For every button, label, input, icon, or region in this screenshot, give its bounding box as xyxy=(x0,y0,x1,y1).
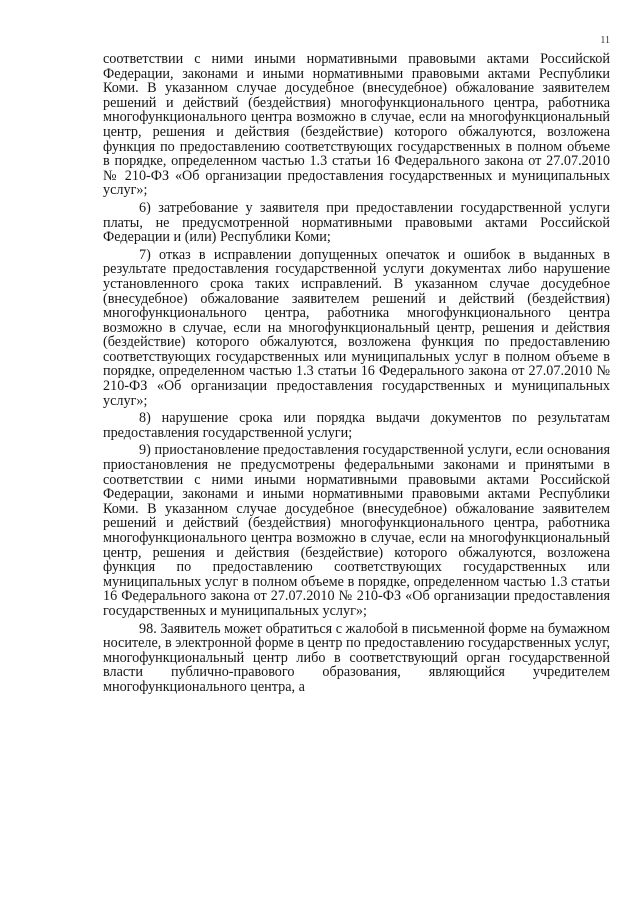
paragraph-98: 98. Заявитель может обратиться с жалобой в письменной форме на бумажном носителе, в электронной форме в центр по предоставлению государственных услуг, многофункциональный центр либо в соответствующий орган государственной власти публично-правового образования, являющийся учредителем многофункционального центра, а xyxy=(103,620,610,695)
document-body xyxy=(103,52,610,695)
paragraph-item-7: 7) отказ в исправлении допущенных опечаток и ошибок в выданных в результате предоставления государственной услуги документах либо нарушение установленного срока таких исправлений. В указанном случае досудебное (внесудебное) обжалование заявителем решений и действий (бездействия) многофункционального центра, работника многофункционального центра возможно в случае, если на многофункциональный центр, решения и действия (бездействие) которого обжалуются, возложена функция по предоставлению соответствующих государственных или муниципальных услуг в полном объеме в порядке, определенном частью 1.3 статьи 16 Федерального закона от 27.07.2010 № 210-ФЗ «Об организации предоставления государственных и муниципальных услуг»; xyxy=(103,246,610,409)
paragraph-continuation: соответствии с ними иными нормативными правовыми актами Российской Федерации, законами и иными нормативными правовыми актами Республики Коми. В указанном случае досудебное (внесудебное) обжалование заявителем решений и действий (бездействия) многофункционального центра, работника многофункционального центра возможно в случае, если на многофункциональный центр, решения и действия (бездействие) которого обжалуются, возложена функция по предоставлению соответствующих государственных в полном объеме в порядке, определенном частью 1.3 статьи 16 Федерального закона от 27.07.2010 № 210-ФЗ «Об организации предоставления государственных и муниципальных услуг»; xyxy=(103,51,610,199)
paragraph-item-9: 9) приостановление предоставления государственной услуги, если основания приостановления не предусмотрены федеральными законами и принятыми в соответствии с ними иными нормативными правовыми актами Российской Федерации, законами и иными нормативными правовыми актами Республики Коми. В указанном случае досудебное (внесудебное) обжалование заявителем решений и действий (бездействия) многофункционального центра, работника многофункционального центра возможно в случае, если на многофункциональный центр, решения и действия (бездействие) которого обжалуются, возложена функция по предоставлению соответствующих государственных или муниципальных услуг в полном объеме в порядке, определенном частью 1.3 статьи 16 Федерального закона от 27.07.2010 № 210-ФЗ «Об организации предоставления государственных и муниципальных услуг»; xyxy=(103,442,610,619)
paragraph-item-6: 6) затребование у заявителя при предоставлении государственной услуги платы, не предусмотренной нормативными правовыми актами Российской Федерации и (или) Республики Коми; xyxy=(103,199,610,246)
paragraph-item-8: 8) нарушение срока или порядка выдачи документов по результатам предоставления государственной услуги; xyxy=(103,410,610,441)
page-number: 11 xyxy=(600,35,610,46)
